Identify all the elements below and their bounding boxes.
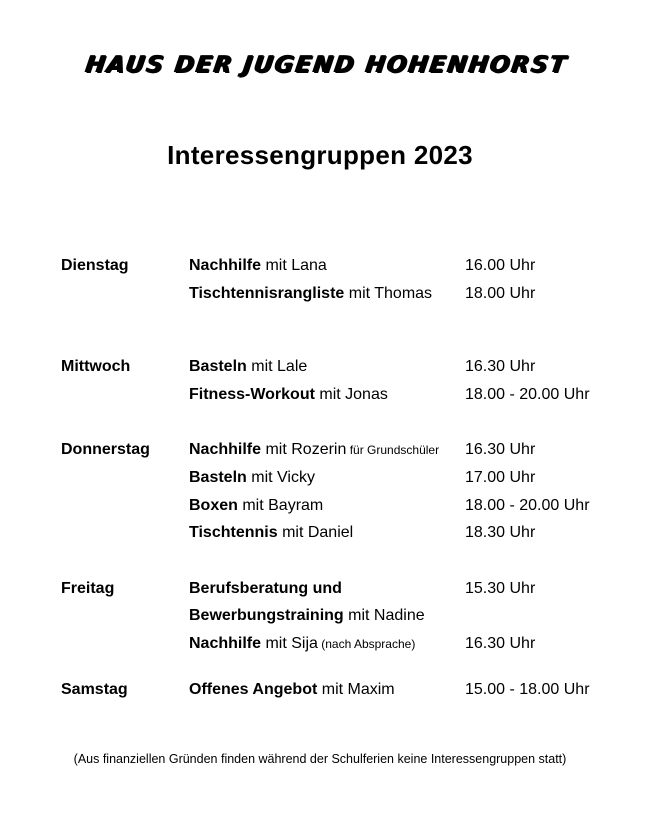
activity-note: für Grundschüler: [346, 443, 440, 457]
activity-leader: mit Lana: [261, 257, 327, 274]
activity-leader: mit Sija: [261, 635, 318, 652]
day-label: Freitag: [61, 580, 115, 597]
footer-note: (Aus finanziellen Gründen finden während der Schulferien keine Interessengruppen statt): [73, 752, 567, 766]
activity-name: Nachhilfe: [189, 635, 262, 652]
activity: [189, 578, 342, 600]
day-label: Samstag: [61, 681, 128, 698]
activity-leader: mit Bayram: [237, 497, 324, 514]
schedule-row: [0, 679, 654, 701]
activity-time: 18.00 - 20.00 Uhr: [465, 386, 590, 403]
activity: [189, 679, 395, 701]
schedule-row: [0, 522, 654, 544]
activity: [189, 255, 327, 277]
day-label: Mittwoch: [61, 358, 131, 375]
activity-time: 18.00 - 20.00 Uhr: [465, 497, 590, 514]
activity: [189, 495, 323, 517]
activity-name: Berufsberatung und: [189, 580, 342, 597]
activity-time: 16.30 Uhr: [465, 358, 536, 375]
activity-name: Bewerbungstraining: [189, 607, 344, 624]
activity-name: Fitness-Workout: [189, 386, 315, 403]
activity-time: 17.00 Uhr: [465, 469, 536, 486]
activity-name: Basteln: [189, 358, 247, 375]
activity-leader: mit Maxim: [317, 681, 395, 698]
schedule-row: [0, 578, 654, 600]
activity-time: 18.00 Uhr: [465, 285, 536, 302]
activity-time: 15.00 - 18.00 Uhr: [465, 681, 590, 698]
schedule-row: [0, 255, 654, 277]
activity-leader: mit Nadine: [343, 607, 425, 624]
activity-leader: mit Rozerin: [261, 441, 347, 458]
schedule-row: [0, 283, 654, 305]
page-title: Interessengruppen 2023: [167, 140, 473, 170]
activity-name: Basteln: [189, 469, 247, 486]
schedule-row: [0, 384, 654, 406]
schedule-row: [0, 633, 654, 655]
activity-time: 16.00 Uhr: [465, 257, 536, 274]
schedule-row: [0, 467, 654, 489]
activity: [189, 605, 425, 627]
schedule-row: [0, 439, 654, 461]
schedule-row: [0, 605, 654, 627]
activity-leader: mit Thomas: [344, 285, 433, 302]
activity-time: 16.30 Uhr: [465, 441, 536, 458]
activity-time: 15.30 Uhr: [465, 580, 536, 597]
activity-leader: mit Vicky: [246, 469, 315, 486]
activity: [189, 356, 307, 378]
schedule-row: [0, 495, 654, 517]
activity-time: 18.30 Uhr: [465, 524, 536, 541]
activity-name: Tischtennisrangliste: [189, 285, 345, 302]
activity-leader: mit Jonas: [314, 386, 388, 403]
organization-title: HAUS DER JUGEND HOHENHORST: [84, 52, 570, 78]
activity: [189, 384, 388, 406]
activity: [189, 439, 439, 461]
activity-name: Offenes Angebot: [189, 681, 318, 698]
activity-name: Nachhilfe: [189, 441, 262, 458]
activity-time: 16.30 Uhr: [465, 635, 536, 652]
activity: [189, 283, 432, 305]
activity-name: Tischtennis: [189, 524, 278, 541]
activity-leader: mit Daniel: [277, 524, 354, 541]
schedule-row: [0, 356, 654, 378]
day-label: Dienstag: [61, 257, 129, 274]
day-label: Donnerstag: [61, 441, 150, 458]
activity: [189, 467, 315, 489]
activity: [189, 522, 353, 544]
activity-name: Boxen: [189, 497, 238, 514]
activity-leader: mit Lale: [246, 358, 308, 375]
activity-note: (nach Absprache): [317, 637, 416, 651]
activity: [189, 633, 415, 655]
activity-name: Nachhilfe: [189, 257, 262, 274]
